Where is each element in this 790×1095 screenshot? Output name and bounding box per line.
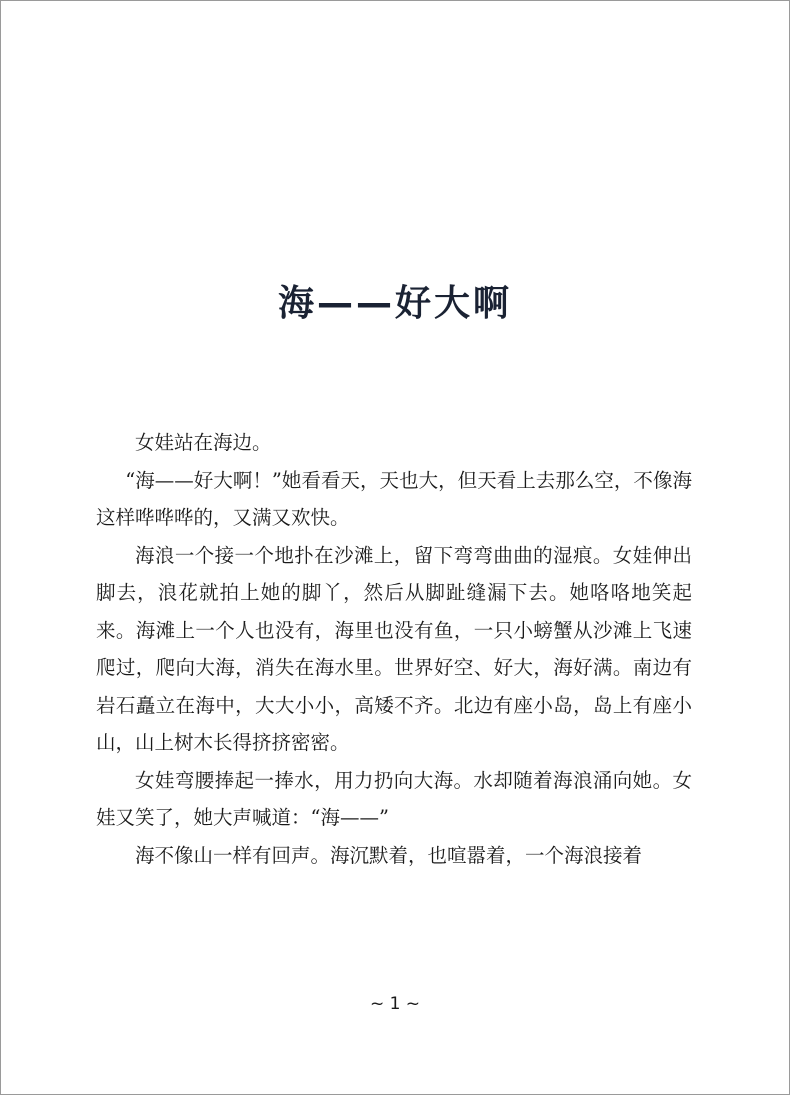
paragraph: 海不像山一样有回声。海沉默着，也喧嚣着，一个海浪接着 <box>135 843 643 867</box>
body-text <box>96 424 692 874</box>
chapter-title: 海——好大啊 <box>277 283 512 325</box>
paragraph: 海浪一个接一个地扑在沙滩上，留下弯弯曲曲的湿痕。女娃伸出脚去，浪花就拍上她的脚丫，然后从脚趾缝漏下去。她咯咯地笑起来。海滩上一个人也没有，海里也没有鱼，一只小螃蟹从沙滩上飞速爬过，爬向大海，消失在海水里。世界好空、好大，海好满。南边有岩石矗立在海中，大大小小，高矮不齐。北边有座小岛，岛上有座小山，山上树木长得挤挤密密。 <box>96 543 692 754</box>
paragraph: 女娃站在海边。 <box>135 431 272 454</box>
paragraph: 女娃弯腰捧起一捧水，用力扔向大海。水却随着海浪涌向她。女娃又笑了，她大声喊道：“海——” <box>96 768 692 829</box>
page-number: ~ 1 ~ <box>369 994 421 1014</box>
paragraph: “海——好大啊！”她看看天，天也大，但天看上去那么空，不像海这样哗哗哗的，又满又欢快。 <box>96 468 692 529</box>
